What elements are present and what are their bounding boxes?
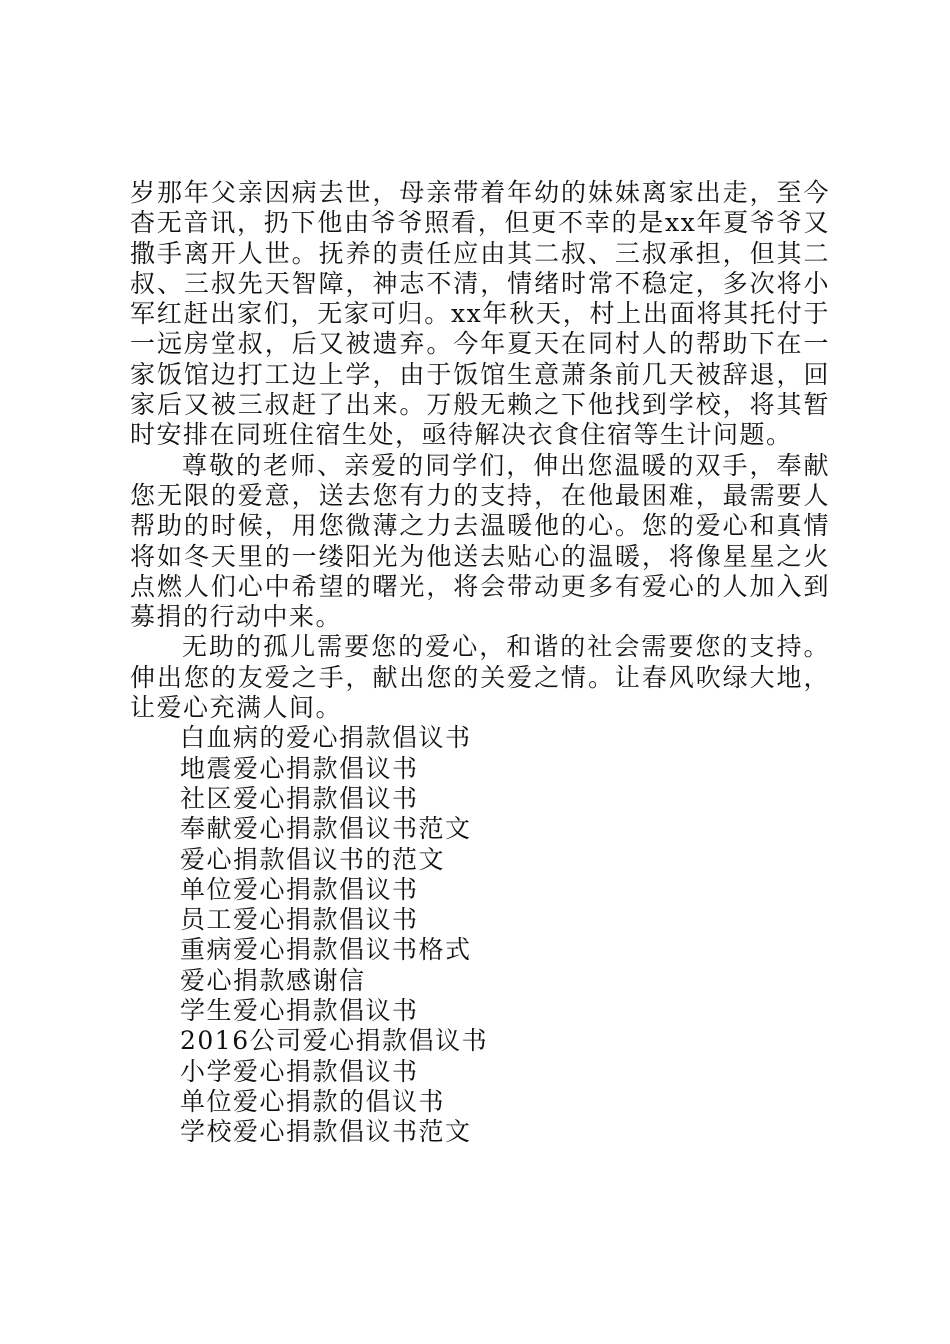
related-link[interactable]: 地震爱心捐款倡议书 [180,753,419,783]
related-links-list [130,723,830,1147]
document-body [130,178,830,1148]
related-link[interactable]: 单位爱心捐款的倡议书 [180,1086,446,1116]
related-link[interactable]: 重病爱心捐款倡议书格式 [180,935,472,965]
related-link[interactable]: 单位爱心捐款倡议书 [180,874,419,904]
related-link[interactable]: 奉献爱心捐款倡议书范文 [180,814,472,844]
related-link[interactable]: 学生爱心捐款倡议书 [180,996,419,1026]
related-link[interactable]: 社区爱心捐款倡议书 [180,783,419,813]
related-link[interactable]: 白血病的爱心捐款倡议书 [180,723,472,753]
paragraph-appeal: 尊敬的老师、亲爱的同学们，伸出您温暖的双手，奉献您无限的爱意，送去您有力的支持，在他最困难，最需要人帮助的时候，用您微薄之力去温暖他的心。您的爱心和真情将如冬天里的一缕阳光为他送去贴心的温暖，将像星星之火点燃人们心中希望的曙光，将会带动更多有爱心的人加入到募捐的行动中来。 [130,450,830,632]
related-link[interactable]: 爱心捐款倡议书的范文 [180,844,446,874]
related-link[interactable]: 学校爱心捐款倡议书范文 [180,1117,472,1147]
related-link[interactable]: 小学爱心捐款倡议书 [180,1056,419,1086]
related-link[interactable]: 员工爱心捐款倡议书 [180,905,419,935]
related-link[interactable]: 爱心捐款感谢信 [180,965,366,995]
paragraph-closing: 无助的孤儿需要您的爱心，和谐的社会需要您的支持。伸出您的友爱之手，献出您的关爱之情。让春风吹绿大地，让爱心充满人间。 [130,632,830,723]
related-link[interactable]: 2016公司爱心捐款倡议书 [180,1026,489,1056]
paragraph-story: 岁那年父亲因病去世，母亲带着年幼的妹妹离家出走，至今杳无音讯，扔下他由爷爷照看，但更不幸的是xx年夏爷爷又撒手离开人世。抚养的责任应由其二叔、三叔承担，但其二叔、三叔先天智障，神志不清，情绪时常不稳定，多次将小军红赶出家们，无家可归。xx年秋天，村上出面将其托付于一远房堂叔，后又被遗弃。今年夏天在同村人的帮助下在一家饭馆边打工边上学，由于饭馆生意萧条前几天被辞退，回家后又被三叔赶了出来。万般无赖之下他找到学校，将其暂时安排在同班住宿生处，亟待解决衣食住宿等生计问题。 [130,178,830,450]
